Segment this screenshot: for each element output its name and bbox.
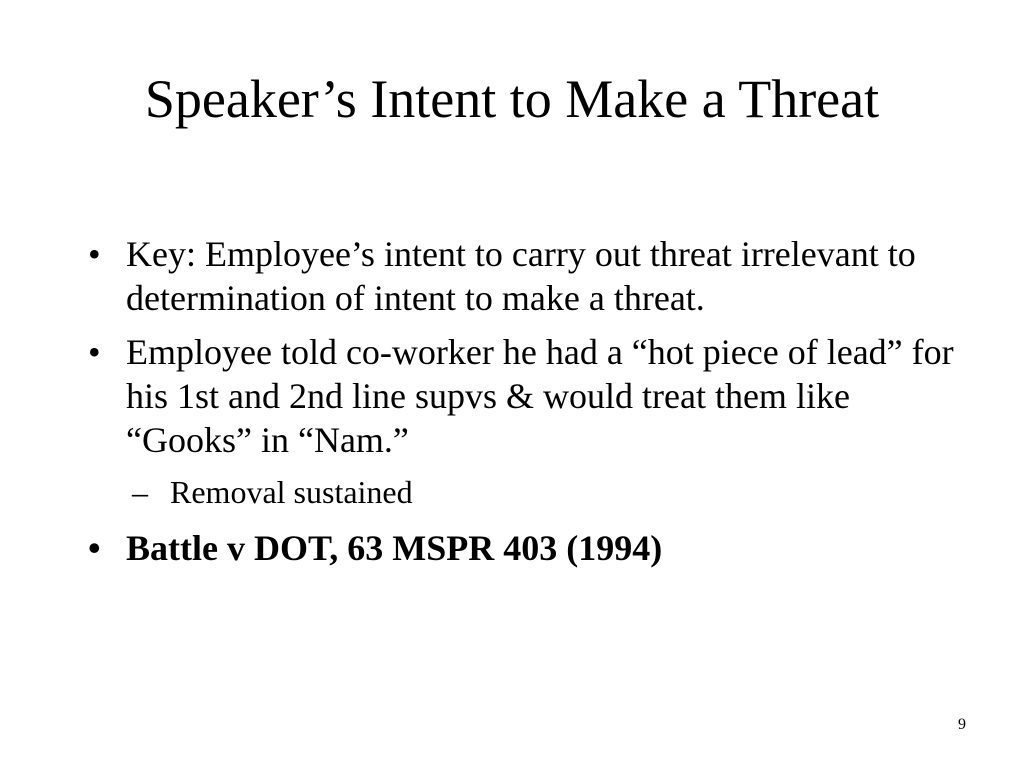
sub-bullet-text: Removal sustained <box>170 474 413 510</box>
sub-bullet-marker: – <box>132 474 148 510</box>
page-number: 9 <box>958 716 966 733</box>
sub-bullet-item <box>82 472 962 512</box>
bullet-text: Employee told co-worker he had a “hot piece of lead” for his 1st and 2nd line supvs & would treat them like “Gooks” in “Nam.” <box>126 332 954 460</box>
bullet-text: Key: Employee’s intent to carry out threat irrelevant to determination of intent to make a threat. <box>126 234 916 318</box>
bullet-list <box>82 232 962 580</box>
bullet-marker: • <box>88 234 101 274</box>
bullet-marker: • <box>88 332 101 372</box>
bullet-item-citation <box>82 526 962 570</box>
bullet-item-key <box>82 232 962 320</box>
bullet-item-facts <box>82 330 962 462</box>
slide-title: Speaker’s Intent to Make a Threat <box>144 69 880 129</box>
citation-text: Battle v DOT, 63 MSPR 403 (1994) <box>126 528 663 568</box>
bullet-marker: • <box>88 528 101 568</box>
